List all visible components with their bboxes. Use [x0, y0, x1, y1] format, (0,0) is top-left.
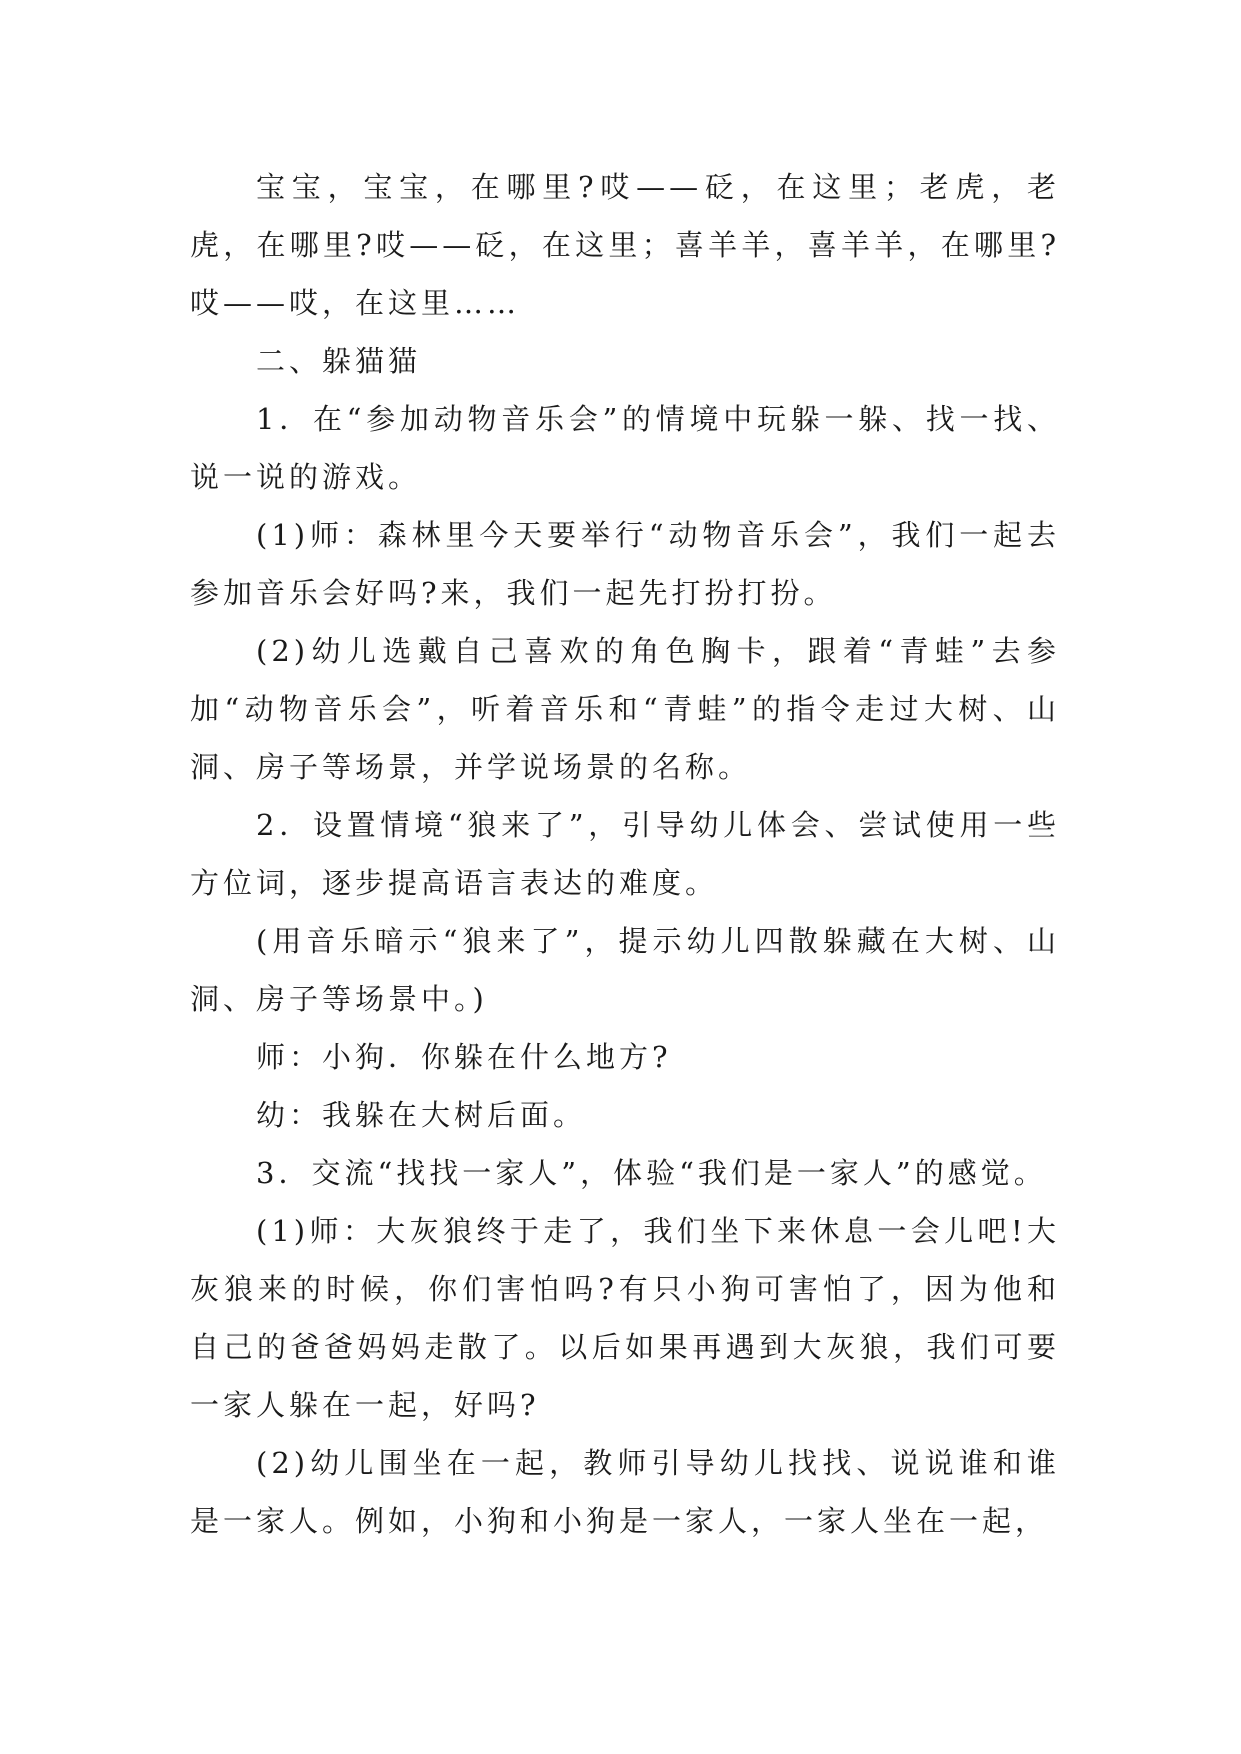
paragraph-step-1: 1．在“参加动物音乐会”的情境中玩躲一躲、找一找、说一说的游戏。	[190, 402, 1060, 494]
document-body	[190, 158, 1060, 1550]
paragraph-step-1-item-1: (1)师：森林里今天要举行“动物音乐会”，我们一起去参加音乐会好吗?来，我们一起先打扮打扮。	[190, 518, 1060, 610]
paragraph-step-3: 3．交流“找找一家人”，体验“我们是一家人”的感觉。	[256, 1156, 1047, 1190]
paragraph-step-2-note: (用音乐暗示“狼来了”，提示幼儿四散躲藏在大树、山洞、房子等场景中。)	[190, 924, 1060, 1016]
section-heading-hide-and-seek: 二、躲猫猫	[256, 344, 422, 378]
paragraph-step-3-item-2: (2)幼儿围坐在一起，教师引导幼儿找找、说说谁和谁是一家人。例如，小狗和小狗是一家人，一家人坐在一起，	[190, 1446, 1060, 1538]
dialogue-teacher: 师：小狗．你躲在什么地方?	[256, 1040, 672, 1074]
paragraph-step-3-item-1: (1)师：大灰狼终于走了，我们坐下来休息一会儿吧!大灰狼来的时候，你们害怕吗?有只小狗可害怕了，因为他和自己的爸爸妈妈走散了。以后如果再遇到大灰狼，我们可要一家人躲在一起，好吗?	[190, 1214, 1060, 1422]
paragraph-step-1-item-2: (2)幼儿选戴自己喜欢的角色胸卡，跟着“青蛙”去参加“动物音乐会”，听着音乐和“青蛙”的指令走过大树、山洞、房子等场景，并学说场景的名称。	[190, 634, 1060, 784]
dialogue-child: 幼：我躲在大树后面。	[256, 1098, 587, 1132]
paragraph-chant: 宝宝，宝宝，在哪里?哎——砭，在这里；老虎，老虎，在哪里?哎——砭，在这里；喜羊羊，喜羊羊，在哪里?哎——哎，在这里……	[190, 170, 1060, 320]
paragraph-step-2: 2．设置情境“狼来了”，引导幼儿体会、尝试使用一些方位词，逐步提高语言表达的难度。	[190, 808, 1060, 900]
